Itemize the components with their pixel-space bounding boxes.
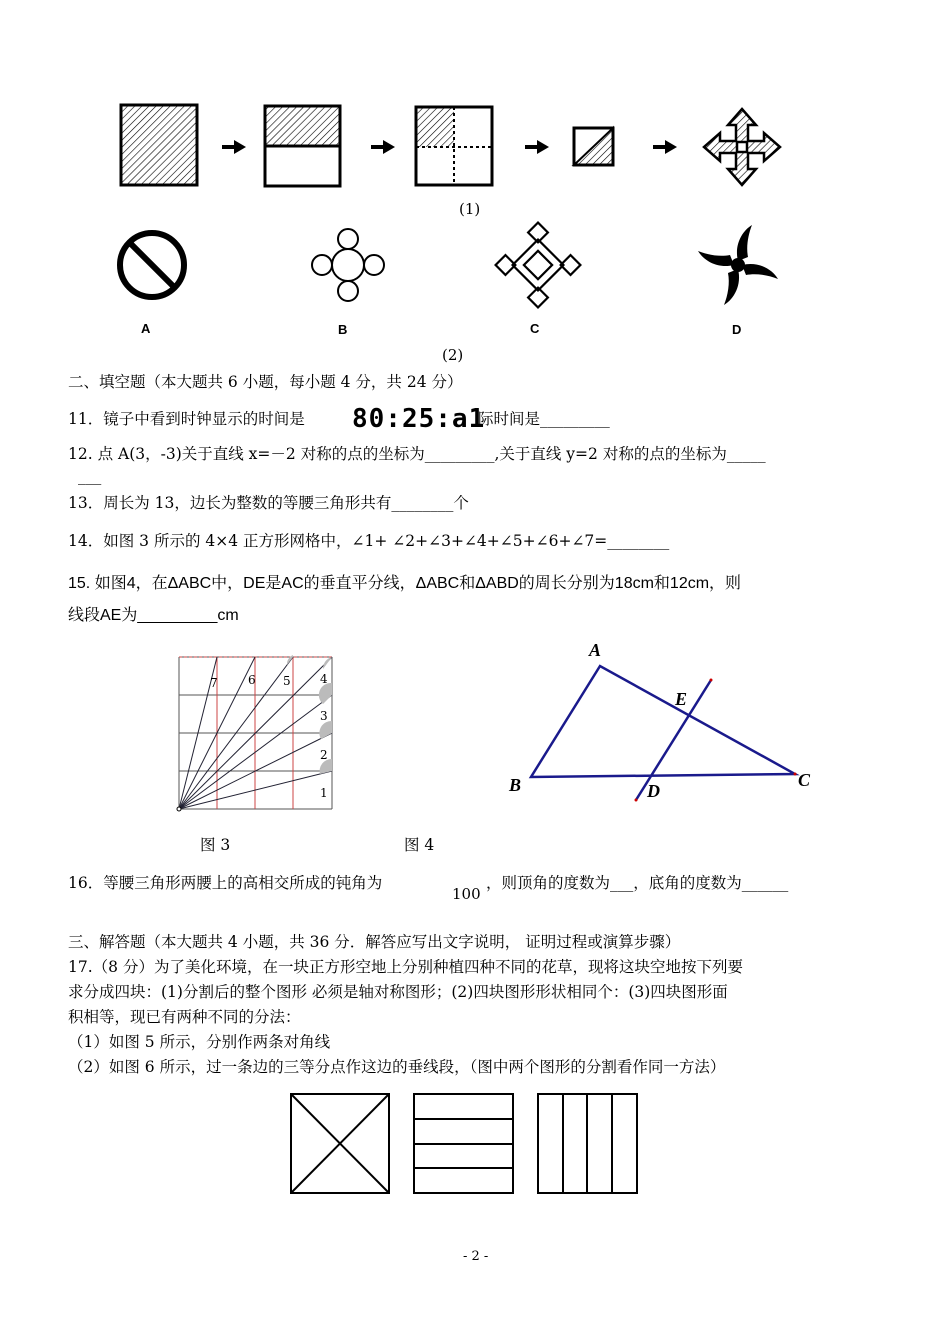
arrow-right-icon <box>222 140 246 154</box>
q11-suffix: 际时间是_________ <box>478 410 610 428</box>
option-d-label: D <box>732 322 742 337</box>
figure2-caption: (2) <box>442 346 464 364</box>
option-d-swirl <box>698 225 778 305</box>
option-a-no-symbol <box>120 233 184 297</box>
page-number: - 2 - <box>463 1249 489 1264</box>
figure1-diagram <box>0 0 950 200</box>
q15-line1: 15. 如图4，在ΔABC中，DE是AC的垂直平分线，ΔABC和ΔABD的周长分别为18cm和12cm，则 <box>68 575 742 592</box>
option-a-label: A <box>141 321 151 336</box>
angle-label: 5 <box>283 674 291 688</box>
figure3-grid-diagram <box>170 650 370 850</box>
q17-line2: 求分成四块：(1)分割后的整个图形 必须是轴对称图形；(2)四块图形形状相同个：(3)四块图形面 <box>68 983 728 1001</box>
q16-prefix: 16．等腰三角形两腰上的高相交所成的钝角为 <box>68 874 383 892</box>
arrow-right-icon <box>653 140 677 154</box>
q17-line1: 17.（8 分）为了美化环境，在一块正方形空地上分别种植四种不同的花草，现将这块空地按下列要 <box>68 958 743 976</box>
angle-label: 6 <box>248 673 256 687</box>
q14-text: 14．如图 3 所示的 4×4 正方形网格中，∠1+ ∠2+∠3+∠4+∠5+∠6+∠7=________ <box>68 532 670 550</box>
q15-line2: 线段AE为_________cm <box>68 607 239 624</box>
q17-line3: 积相等，现已有两种不同的分法： <box>68 1008 301 1026</box>
point-a-label: A <box>589 640 602 660</box>
point-e-label: E <box>675 689 688 709</box>
point-d-label: D <box>647 781 660 801</box>
option-b-circles <box>312 229 384 301</box>
section3-heading: 三、解答题（本大题共 4 小题，共 36 分．解答应写出文字说明， 证明过程或演算步骤） <box>68 933 681 951</box>
option-c-label: C <box>530 321 540 336</box>
q13-text: 13．周长为 13，边长为整数的等腰三角形共有________个 <box>68 494 469 512</box>
q16-suffix: ，则顶角的度数为___，底角的度数为______ <box>486 874 789 892</box>
q16-angle-value: 100 <box>452 885 481 903</box>
division-squares-diagram <box>285 1090 685 1200</box>
hatched-square <box>121 105 197 185</box>
figure4-caption: 图 4 <box>404 836 435 854</box>
option-b-label: B <box>338 322 348 337</box>
figure4-triangle-diagram <box>500 640 820 840</box>
angle-label: 1 <box>320 786 328 800</box>
point-c-label: C <box>798 770 811 790</box>
angle-label: 2 <box>320 748 328 762</box>
half-hatched-square <box>265 106 340 146</box>
angle-label: 7 <box>210 676 218 690</box>
arrow-right-icon <box>525 140 549 154</box>
angle-label: 3 <box>320 709 328 723</box>
mirror-clock-display: 80:25:a1 <box>352 404 486 434</box>
arrow-right-icon <box>371 140 395 154</box>
q12-line1: 12. 点 A(3，-3)关于直线 x=－2 对称的点的坐标为_________,关于直线 y=2 对称的点的坐标为_____ <box>68 445 766 463</box>
angle-label: 4 <box>320 672 328 686</box>
point-b-label: B <box>509 775 522 795</box>
square-horizontal-strips <box>414 1094 513 1193</box>
section2-heading: 二、填空题（本大题共 6 小题，每小题 4 分，共 24 分） <box>68 373 463 391</box>
square-diagonals <box>291 1094 389 1193</box>
q11-prefix: 11．镜子中看到时钟显示的时间是 <box>68 410 305 428</box>
figure1-caption: (1) <box>459 200 481 218</box>
q17-line5: （2）如图 6 所示，过一条边的三等分点作这边的垂线段，（图中两个图形的分割看作同一方法） <box>68 1058 726 1076</box>
q12-line2: ___ <box>78 467 102 485</box>
cutout-pattern <box>704 109 780 185</box>
square-vertical-strips <box>538 1094 637 1193</box>
figure3-caption: 图 3 <box>200 836 231 854</box>
quarter-hatched-square <box>416 107 454 147</box>
q17-line4: （1）如图 5 所示，分别作两条对角线 <box>68 1033 331 1051</box>
option-c-knot <box>496 223 581 308</box>
